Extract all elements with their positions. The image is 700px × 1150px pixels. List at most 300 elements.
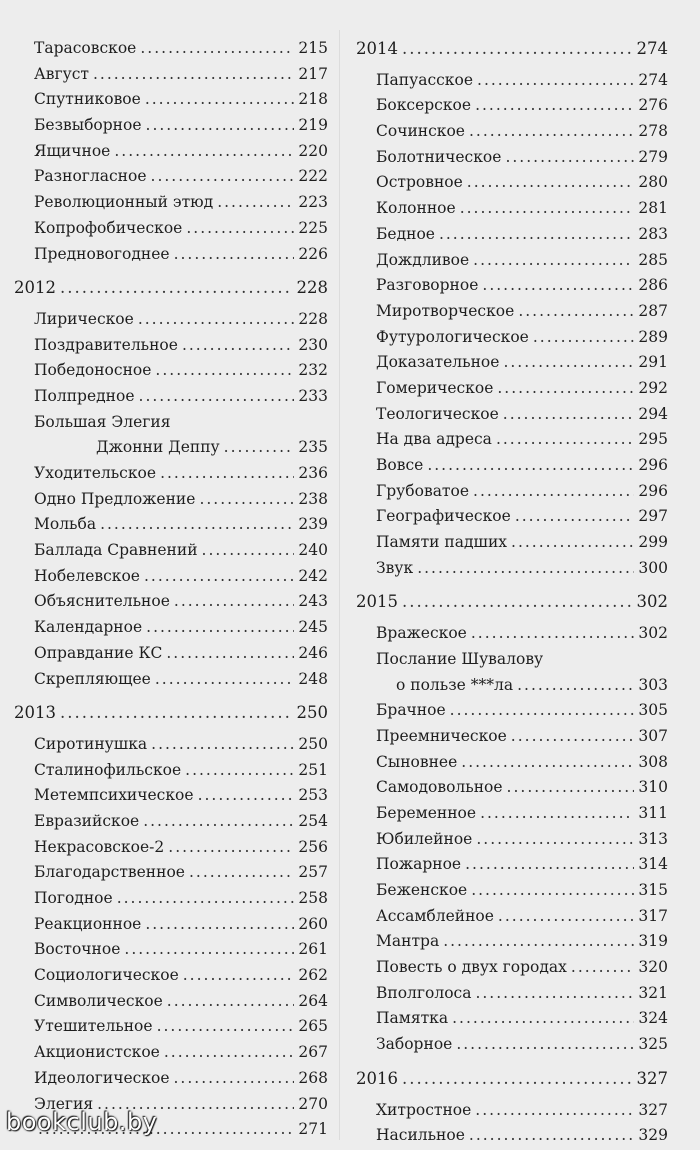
page-number: 319 <box>638 932 668 951</box>
dot-leader <box>480 801 634 827</box>
toc-entry <box>14 384 328 410</box>
toc-entry <box>14 190 328 216</box>
toc-entry-title: Элегия <box>34 1094 94 1113</box>
toc-entry-title: Идеологическое <box>34 1068 170 1087</box>
toc-list-2012-continued <box>14 461 328 692</box>
toc-entry <box>14 307 328 333</box>
page-number: 240 <box>298 541 328 560</box>
toc-list-2016 <box>356 1098 668 1149</box>
page-number: 261 <box>298 940 328 959</box>
dot-leader <box>182 333 294 359</box>
toc-entry <box>14 937 328 963</box>
toc-entry <box>14 732 328 758</box>
toc-entry <box>356 93 668 119</box>
page-number: 250 <box>298 734 328 753</box>
page-number: 251 <box>298 760 328 779</box>
dot-leader <box>145 87 295 113</box>
toc-entry-title: Погодное <box>34 889 113 907</box>
dot-leader <box>144 564 294 590</box>
page-number: 246 <box>298 643 328 662</box>
toc-entry-title: Спутниковое <box>34 90 141 109</box>
toc-right-column <box>356 36 668 1149</box>
year-label: 2012 <box>14 278 56 298</box>
page-number: 303 <box>638 675 668 694</box>
toc-entry <box>356 299 668 325</box>
page-number: 294 <box>638 404 668 423</box>
toc-list-2015 <box>356 621 668 647</box>
toc-entry <box>14 87 328 113</box>
page-number: 320 <box>638 958 668 977</box>
dot-leader <box>471 878 634 904</box>
year-label: 2016 <box>356 1068 398 1088</box>
dot-leader <box>155 358 294 384</box>
toc-entry <box>356 724 668 750</box>
toc-entry-title: Вражеское <box>376 624 467 643</box>
dot-leader <box>465 852 634 878</box>
toc-entry <box>356 402 668 428</box>
toc-entry <box>14 36 328 62</box>
toc-entry-title: На два адреса <box>376 430 492 449</box>
toc-entry-title: Победоносное <box>34 361 152 380</box>
page-number: 253 <box>298 786 328 805</box>
toc-entry <box>356 1006 668 1032</box>
toc-entry-title: Теологическое <box>376 404 499 423</box>
page-number: 314 <box>638 855 668 874</box>
dot-leader <box>496 427 634 453</box>
page-number: 232 <box>298 361 328 380</box>
toc-entry <box>14 333 328 359</box>
dot-leader <box>571 955 634 981</box>
toc-entry <box>14 783 328 809</box>
toc-entry <box>356 621 668 647</box>
toc-entry <box>14 963 328 989</box>
toc-entry-title: Восточное <box>34 940 121 959</box>
toc-entry <box>356 119 668 145</box>
dot-leader <box>155 667 295 693</box>
toc-entry <box>14 989 328 1015</box>
dot-leader <box>475 93 634 119</box>
toc-entry-title: Благодарственное <box>34 863 185 882</box>
toc-entry-title: Самодовольное <box>376 778 503 797</box>
toc-entry-title: Нобелевское <box>34 566 140 585</box>
toc-entry <box>356 1098 668 1124</box>
dot-leader <box>100 512 294 538</box>
column-gutter <box>339 30 340 1140</box>
page-number: 295 <box>638 430 668 449</box>
toc-entry-title: Дождливое <box>376 250 470 269</box>
toc-entry <box>356 196 668 222</box>
dot-leader <box>402 36 633 62</box>
toc-entry <box>14 1014 328 1040</box>
toc-entry-title: Сочинское <box>376 122 465 141</box>
dot-leader <box>186 216 294 242</box>
page-number: 276 <box>638 96 668 115</box>
toc-entry <box>14 139 328 165</box>
dot-leader <box>503 402 635 428</box>
toc-entry-title: Сыновнее <box>376 752 458 771</box>
dot-leader <box>402 589 633 615</box>
dot-leader <box>469 1123 635 1149</box>
page-number: 302 <box>638 624 668 643</box>
toc-entry <box>356 1032 668 1058</box>
toc-entry <box>356 453 668 479</box>
dot-leader <box>452 1006 634 1032</box>
toc-entry-title: Беженское <box>376 881 468 899</box>
toc-entry-title: Утешительное <box>34 1017 153 1036</box>
page-number: 325 <box>638 1035 668 1054</box>
toc-entry-title-line2: Джонни Деппу <box>96 438 220 457</box>
dot-leader <box>517 673 634 699</box>
toc-entry-multiline <box>14 435 328 461</box>
dot-leader <box>145 912 294 938</box>
page-number: 302 <box>636 592 668 612</box>
year-heading-2013 <box>14 700 328 726</box>
toc-entry-title: Грубоватое <box>376 481 470 500</box>
toc-entry-title: Памяти падших <box>376 533 508 552</box>
toc-entry-title: Акционистское <box>34 1043 160 1062</box>
page-number: 307 <box>638 726 668 745</box>
page-number: 254 <box>298 811 328 830</box>
toc-entry <box>356 750 668 776</box>
page-number: 274 <box>636 39 668 58</box>
toc-entry <box>14 164 328 190</box>
toc-entry-title: Объяснительное <box>34 592 170 611</box>
toc-entry <box>356 248 668 274</box>
toc-entry <box>14 358 328 384</box>
toc-entry <box>14 538 328 564</box>
toc-entry <box>14 667 328 693</box>
toc-entry <box>356 698 668 724</box>
page-number: 274 <box>638 70 668 89</box>
toc-entry <box>356 68 668 94</box>
toc-entry-title: Метемпсихическое <box>34 786 194 805</box>
toc-entry-title: Папуасское <box>376 70 474 89</box>
toc-entry-title: Боксерское <box>376 96 472 115</box>
toc-entry-title-line2: о пользе ***ла <box>396 675 514 694</box>
toc-entry-title: Символическое <box>34 991 163 1010</box>
toc-entry <box>356 852 668 878</box>
year-label: 2015 <box>356 592 398 612</box>
page-number: 228 <box>298 309 328 328</box>
toc-entry-title: Мольба <box>34 515 97 534</box>
toc-entry-title: Пожарное <box>376 855 462 874</box>
page-number: 262 <box>298 966 328 985</box>
toc-entry-title: Хитростное <box>376 1100 472 1119</box>
dot-leader <box>124 937 294 963</box>
toc-entry-title: Евразийское <box>34 811 140 830</box>
toc-entry-title: Островное <box>376 173 463 192</box>
toc-entry <box>356 904 668 930</box>
dot-leader <box>174 1066 295 1092</box>
dot-leader <box>199 487 294 513</box>
dot-leader <box>157 1014 295 1040</box>
page-number: 236 <box>298 464 328 482</box>
page-number: 257 <box>298 863 328 882</box>
toc-entry <box>14 809 328 835</box>
toc-entry-title: Миротворческое <box>376 301 515 320</box>
page-number: 233 <box>298 386 328 405</box>
toc-entry-title: Преемническое <box>376 726 507 745</box>
toc-entry-title: Копрофобическое <box>34 218 183 237</box>
page-number: 285 <box>638 250 668 269</box>
dot-leader <box>503 350 634 376</box>
toc-entry-title: Ящичное <box>34 141 111 160</box>
dot-leader <box>164 1040 295 1066</box>
toc-entry-title: Юбилейное <box>376 829 473 848</box>
dot-leader <box>138 307 295 333</box>
toc-entry <box>356 427 668 453</box>
toc-entry <box>356 955 668 981</box>
page-number: 265 <box>298 1017 328 1036</box>
toc-entry-title: Тарасовское <box>34 39 137 57</box>
dot-leader <box>443 929 634 955</box>
page-number: 250 <box>296 703 328 723</box>
page-number: 267 <box>298 1043 328 1062</box>
dot-leader <box>460 196 635 222</box>
dot-leader <box>477 68 634 94</box>
dot-leader <box>166 641 294 667</box>
toc-entry <box>14 62 328 88</box>
year-heading-2014 <box>356 36 668 62</box>
dot-leader <box>427 453 634 479</box>
dot-leader <box>143 809 294 835</box>
toc-entry <box>14 1066 328 1092</box>
dot-leader <box>183 963 295 989</box>
toc-entry <box>14 615 328 641</box>
toc-entry <box>14 216 328 242</box>
page-number: 291 <box>638 353 668 372</box>
page-number: 242 <box>298 566 328 585</box>
page-number: 311 <box>638 803 668 822</box>
toc-entry-title: Бедное <box>376 224 435 243</box>
page-number: 305 <box>638 701 668 720</box>
dot-leader <box>146 113 295 139</box>
page-number: 271 <box>298 1120 328 1139</box>
page-number: 280 <box>638 173 668 192</box>
toc-entry-title-line1: Послание Шувалову <box>376 649 544 668</box>
page-number: 297 <box>638 507 668 526</box>
dot-leader <box>146 615 294 641</box>
toc-entry-title: Футурологическое <box>376 327 529 346</box>
page-number: 268 <box>298 1068 328 1087</box>
dot-leader <box>482 273 634 299</box>
dot-leader <box>456 1032 634 1058</box>
dot-leader <box>498 904 634 930</box>
page-number: 223 <box>298 193 328 212</box>
dot-leader <box>439 222 634 248</box>
toc-entry-title: Поздравительное <box>34 335 178 354</box>
toc-entry-title: Вполголоса <box>376 983 472 1002</box>
page-number: 219 <box>298 116 328 135</box>
toc-entry-title: Предновогоднее <box>34 244 170 263</box>
dot-leader <box>202 538 295 564</box>
toc-entry-title: Революционный этюд <box>34 193 214 212</box>
toc-entry-title: Ассамблейное <box>376 906 494 925</box>
toc-list-2012 <box>14 307 328 410</box>
page-number: 264 <box>298 991 328 1010</box>
toc-entry-title: Географическое <box>376 507 511 526</box>
page-number: 296 <box>638 481 668 500</box>
page-number: 327 <box>638 1100 668 1119</box>
toc-entry-title: Гомерическое <box>376 378 494 397</box>
year-heading-2015 <box>356 589 668 615</box>
dot-leader <box>518 299 634 325</box>
toc-entry <box>14 835 328 861</box>
dot-leader <box>467 170 635 196</box>
toc-entry <box>356 929 668 955</box>
dot-leader <box>507 775 635 801</box>
toc-entry-title: Сиротинушка <box>34 734 148 753</box>
dot-leader <box>185 758 294 784</box>
dot-leader <box>198 783 295 809</box>
page-number: 238 <box>298 489 328 508</box>
page-number: 270 <box>298 1094 328 1113</box>
page-number: 289 <box>638 327 668 346</box>
dot-leader <box>475 1098 634 1124</box>
toc-entry <box>14 242 328 268</box>
dot-leader <box>167 989 295 1015</box>
dot-leader <box>461 750 634 776</box>
toc-list-2014 <box>356 68 668 582</box>
dot-leader <box>417 556 634 582</box>
dot-leader <box>117 886 295 912</box>
dot-leader <box>217 190 294 216</box>
dot-leader <box>473 248 634 274</box>
toc-entry <box>356 530 668 556</box>
toc-entry <box>14 564 328 590</box>
year-heading-2012 <box>14 275 328 301</box>
page-number: 286 <box>638 276 668 295</box>
page-number: 300 <box>638 558 668 577</box>
page-number: 235 <box>298 438 328 457</box>
year-heading-2016 <box>356 1066 668 1092</box>
toc-entry-title: Болотническое <box>376 147 502 166</box>
dot-leader <box>505 145 634 171</box>
toc-entry <box>356 170 668 196</box>
toc-entry-title: Безвыборное <box>34 116 142 135</box>
toc-list-initial <box>14 36 328 267</box>
toc-entry <box>356 775 668 801</box>
toc-list-2015-continued <box>356 698 668 1058</box>
toc-entry <box>14 1040 328 1066</box>
dot-leader <box>60 700 293 726</box>
year-label: 2013 <box>14 703 56 723</box>
toc-entry <box>356 350 668 376</box>
page-number: 215 <box>298 39 328 57</box>
toc-entry-title: Разговорное <box>376 276 479 295</box>
toc-entry-title: Заборное <box>376 1035 453 1054</box>
dot-leader <box>160 461 294 487</box>
toc-entry <box>356 325 668 351</box>
page-number: 310 <box>638 778 668 797</box>
toc-entry <box>14 113 328 139</box>
toc-entry-title: Звук <box>376 558 414 577</box>
toc-entry-title: Оправдание КС <box>34 643 163 662</box>
dot-leader <box>174 242 295 268</box>
toc-entry <box>356 801 668 827</box>
toc-entry-title-line1: Большая Элегия <box>34 412 171 431</box>
dot-leader <box>224 435 295 461</box>
page-number: 278 <box>638 122 668 141</box>
page-number: 281 <box>638 199 668 218</box>
toc-entry <box>356 504 668 530</box>
toc-entry <box>356 145 668 171</box>
toc-entry <box>356 273 668 299</box>
dot-leader <box>497 376 634 402</box>
dot-leader <box>515 504 635 530</box>
dot-leader <box>402 1066 633 1092</box>
toc-entry <box>14 512 328 538</box>
page-number: 299 <box>638 533 668 552</box>
dot-leader <box>469 119 634 145</box>
toc-entry <box>356 827 668 853</box>
dot-leader <box>168 835 294 861</box>
dot-leader <box>174 589 295 615</box>
page-number: 256 <box>298 837 328 856</box>
toc-entry <box>356 981 668 1007</box>
toc-entry-title: Мантра <box>376 932 440 951</box>
toc-entry <box>14 461 328 487</box>
toc-entry-title: Календарное <box>34 618 143 637</box>
page-number: 218 <box>298 90 328 109</box>
page-number: 292 <box>638 378 668 397</box>
watermark: bookclub.by <box>6 1108 158 1136</box>
toc-entry-title: Уходительское <box>34 464 157 482</box>
toc-left-column <box>14 36 328 1143</box>
toc-entry <box>14 758 328 784</box>
toc-entry <box>356 878 668 904</box>
toc-entry <box>14 641 328 667</box>
toc-entry-title: Колонное <box>376 199 456 218</box>
dot-leader <box>140 36 294 62</box>
page-number: 225 <box>298 218 328 237</box>
page-number: 228 <box>296 278 328 298</box>
page-number: 239 <box>298 515 328 534</box>
page-number: 248 <box>298 669 328 688</box>
toc-entry-title: Социологическое <box>34 966 179 985</box>
page-number: 279 <box>638 147 668 166</box>
toc-entry-title: Реакционное <box>34 914 142 933</box>
toc-entry-title: Доказательное <box>376 353 500 372</box>
toc-entry <box>14 886 328 912</box>
dot-leader <box>471 621 635 647</box>
page-number: 313 <box>638 829 668 848</box>
toc-entry-title: Август <box>34 64 89 83</box>
toc-list-2013 <box>14 732 328 1143</box>
toc-entry-title: Беременное <box>376 803 477 822</box>
toc-entry-title: Сталинофильское <box>34 760 182 779</box>
dot-leader <box>139 384 295 410</box>
dot-leader <box>151 732 294 758</box>
page-number: 296 <box>638 456 668 474</box>
toc-entry-title: Некрасовское-2 <box>34 837 165 856</box>
dot-leader <box>93 62 294 88</box>
page-number: 245 <box>298 618 328 637</box>
toc-entry-title: Памятка <box>376 1009 449 1028</box>
page-number: 321 <box>638 983 668 1002</box>
dot-leader <box>450 698 635 724</box>
page-number: 324 <box>638 1009 668 1028</box>
toc-entry <box>14 487 328 513</box>
dot-leader <box>475 981 634 1007</box>
toc-entry-title: Брачное <box>376 701 446 720</box>
page-number: 315 <box>638 881 668 899</box>
toc-entry-title: Баллада Сравнений <box>34 541 198 560</box>
toc-entry-title: Разногласное <box>34 167 147 186</box>
page-number: 230 <box>298 335 328 354</box>
page-number: 327 <box>636 1068 668 1088</box>
dot-leader <box>511 724 635 750</box>
